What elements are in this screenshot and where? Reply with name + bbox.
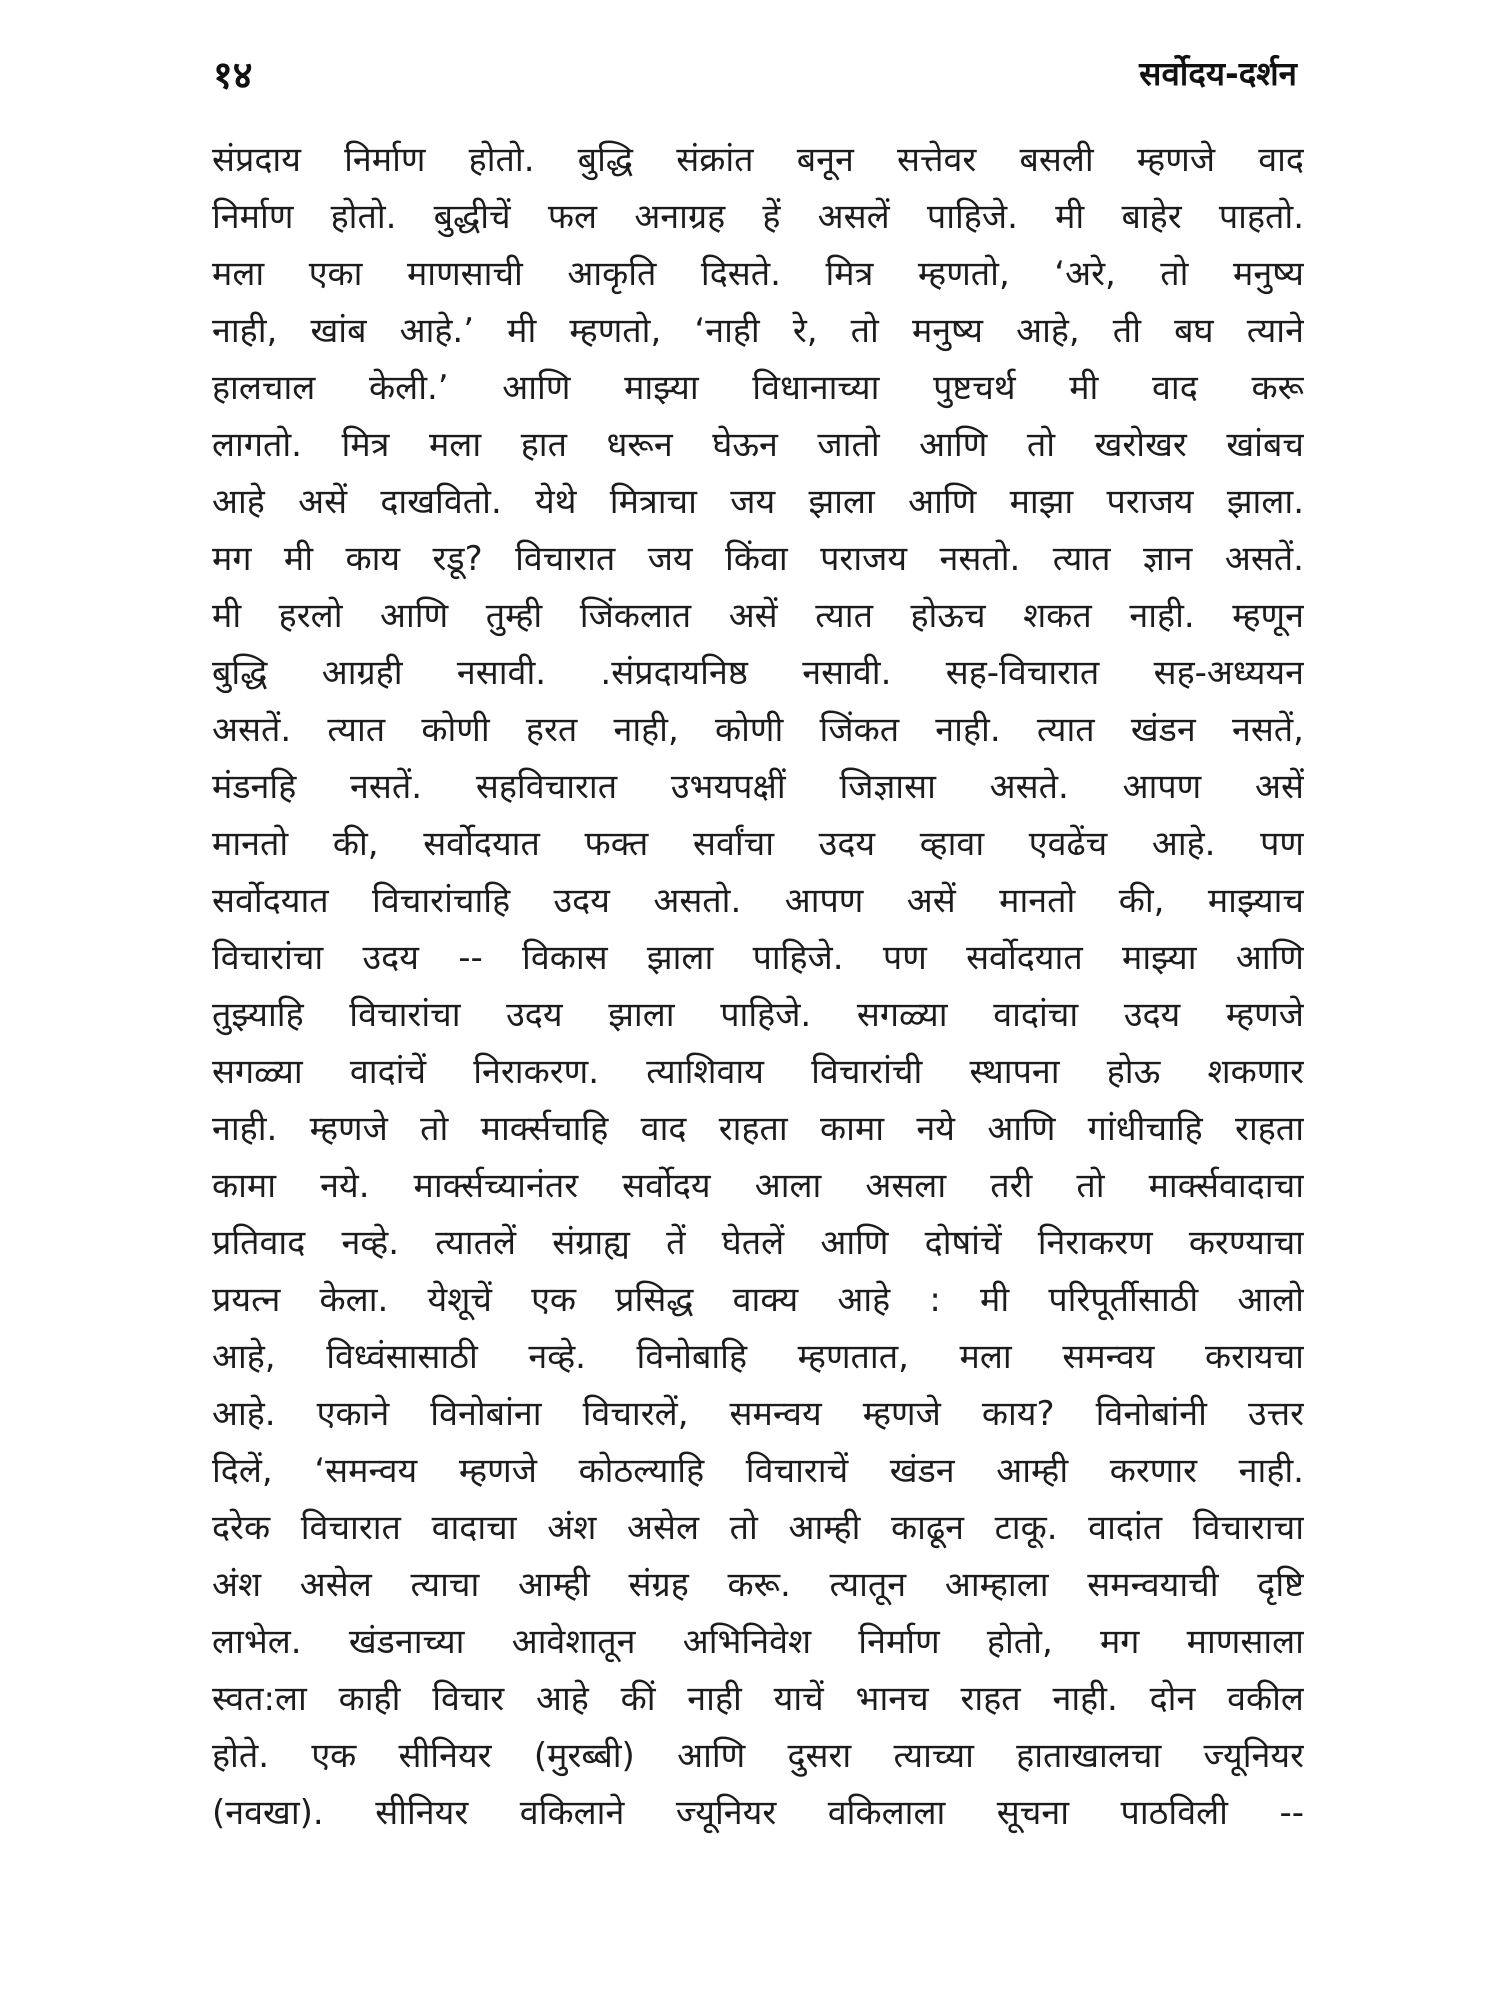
text-line: हालचाल केली.’ आणि माझ्या विधानाच्या पुष्टचर्थ मी वाद करू — [212, 368, 1304, 408]
text-line: स्वत:ला काही विचार आहे कीं नाही याचें भानच राहत नाही. दोन वकील — [212, 1679, 1304, 1719]
text-line: विचारांचा उदय -- विकास झाला पाहिजे. पण सर्वोदयात माझ्या आणि — [212, 938, 1304, 978]
text-line: होते. एक सीनियर (मुरब्बी) आणि दुसरा त्याच्या हाताखालचा ज्यूनियर — [212, 1736, 1304, 1776]
text-line: तुझ्याहि विचारांचा उदय झाला पाहिजे. सगळ्या वादांचा उदय म्हणजे — [212, 995, 1304, 1035]
text-line: मी हरलो आणि तुम्ही जिंकलात असें त्यात होऊच शकत नाही. म्हणून — [212, 596, 1304, 636]
text-line: आहे असें दाखवितो. येथे मित्राचा जय झाला आणि माझा पराजय झाला. — [212, 482, 1304, 522]
text-line: सगळ्या वादांचें निराकरण. त्याशिवाय विचारांची स्थापना होऊ शकणार — [212, 1052, 1304, 1092]
text-line: लागतो. मित्र मला हात धरून घेऊन जातो आणि तो खरोखर खांबच — [212, 425, 1304, 465]
text-line: प्रयत्न केला. येशूचें एक प्रसिद्ध वाक्य आहे : मी परिपूर्तीसाठी आलो — [212, 1280, 1304, 1320]
text-line: कामा नये. मार्क्सच्यानंतर सर्वोदय आला असला तरी तो मार्क्सवादाचा — [212, 1166, 1304, 1206]
text-line: नाही. म्हणजे तो मार्क्सचाहि वाद राहता कामा नये आणि गांधीचाहि राहता — [212, 1109, 1304, 1149]
text-line: मग मी काय रडू? विचारात जय किंवा पराजय नसतो. त्यात ज्ञान असतें. — [212, 539, 1304, 579]
text-line: आहे. एकाने विनोबांना विचारलें, समन्वय म्हणजे काय? विनोबांनी उत्तर — [212, 1394, 1304, 1434]
text-line: मंडनहि नसतें. सहविचारात उभयपक्षीं जिज्ञासा असते. आपण असें — [212, 767, 1304, 807]
text-line: असतें. त्यात कोणी हरत नाही, कोणी जिंकत नाही. त्यात खंडन नसतें, — [212, 710, 1304, 750]
text-line: प्रतिवाद नव्हे. त्यातलें संग्राह्य तें घेतलें आणि दोषांचें निराकरण करण्याचा — [212, 1223, 1304, 1263]
text-line: मला एका माणसाची आकृति दिसते. मित्र म्हणतो, ‘अरे, तो मनुष्य — [212, 254, 1304, 294]
text-line: आहे, विध्वंसासाठी नव्हे. विनोबाहि म्हणतात, मला समन्वय करायचा — [212, 1337, 1304, 1377]
text-line: मानतो की, सर्वोदयात फक्त सर्वांचा उदय व्हावा एवढेंच आहे. पण — [212, 824, 1304, 864]
text-line: संप्रदाय निर्माण होतो. बुद्धि संक्रांत बनून सत्तेवर बसली म्हणजे वाद — [212, 140, 1304, 180]
text-line: नाही, खांब आहे.’ मी म्हणतो, ‘नाही रे, तो मनुष्य आहे, ती बघ त्याने — [212, 311, 1304, 351]
text-line: बुद्धि आग्रही नसावी. .संप्रदायनिष्ठ नसावी. सह-विचारात सह-अध्ययन — [212, 653, 1304, 693]
running-title: सर्वोदय-दर्शन — [1139, 54, 1297, 93]
body-paragraph — [212, 132, 1304, 1842]
text-line: दरेक विचारात वादाचा अंश असेल तो आम्ही काढून टाकू. वादांत विचाराचा — [212, 1508, 1304, 1548]
text-line: दिलें, ‘समन्वय म्हणजे कोठल्याहि विचाराचें खंडन आम्ही करणार नाही. — [212, 1451, 1304, 1491]
text-line: सर्वोदयात विचारांचाहि उदय असतो. आपण असें मानतो की, माझ्याच — [212, 881, 1304, 921]
page-number: १४ — [213, 52, 253, 97]
text-line: लाभेल. खंडनाच्या आवेशातून अभिनिवेश निर्माण होतो, मग माणसाला — [212, 1622, 1304, 1662]
text-line: अंश असेल त्याचा आम्ही संग्रह करू. त्यातून आम्हाला समन्वयाची दृष्टि — [212, 1565, 1304, 1605]
text-line: निर्माण होतो. बुद्धीचें फल अनाग्रह हें असलें पाहिजे. मी बाहेर पाहतो. — [212, 197, 1304, 237]
text-line: (नवखा). सीनियर वकिलाने ज्यूनियर वकिलाला सूचना पाठविली -- — [212, 1793, 1304, 1833]
